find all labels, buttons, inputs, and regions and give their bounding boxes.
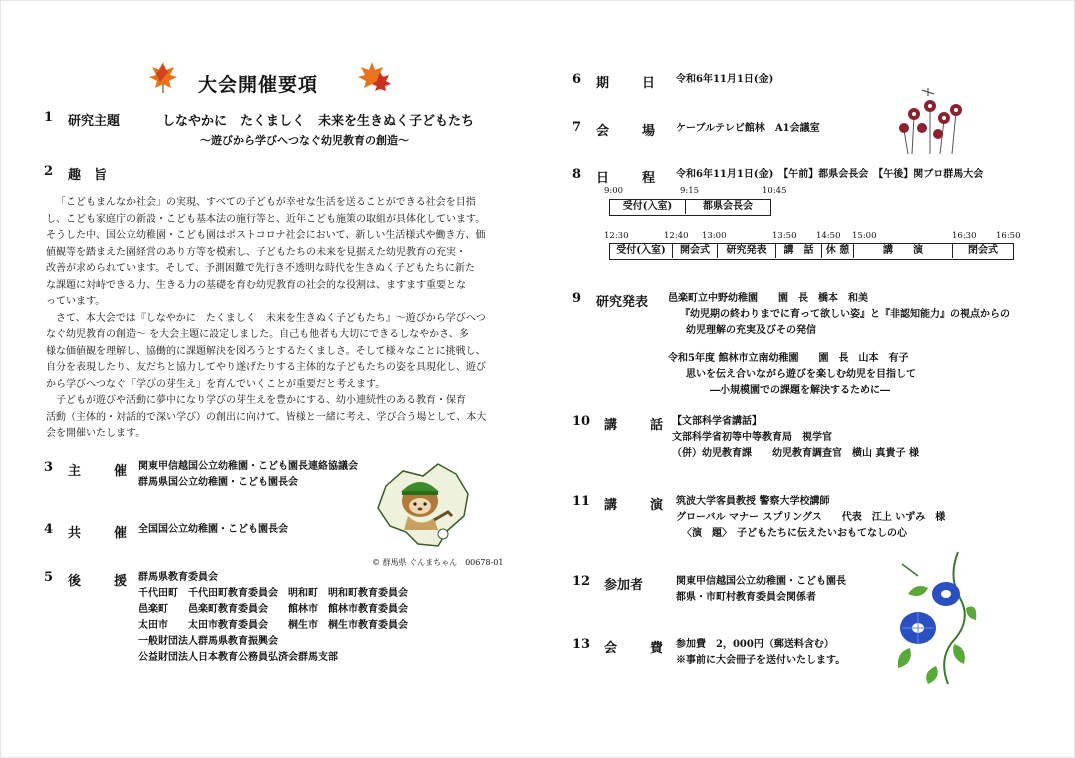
presentation-2-title: 思いを伝え合いながら遊びを楽しむ幼児を目指して bbox=[686, 369, 916, 380]
supporter-line: 太田市 太田市教育委員会 桐生市 桐生市教育委員会 bbox=[138, 620, 408, 631]
lecture-line: 筑波大学客員教授 警察大学校講師 bbox=[676, 496, 830, 507]
talk-line: （併）幼児教育課 幼児教育調査官 横山 真貴子 様 bbox=[672, 448, 919, 459]
purpose-line: 様な価値観を理解し、協働的に課題解決を図ろうとするたくましさ。そして様々なことに挑戦し、 bbox=[46, 345, 486, 357]
section-6-number: 6 bbox=[572, 72, 582, 87]
section-11-number: 11 bbox=[572, 494, 591, 509]
section-12-number: 12 bbox=[572, 574, 591, 589]
schedule-time: 9:15 bbox=[680, 186, 700, 196]
section-7-number: 7 bbox=[572, 120, 582, 135]
supporter-line: 一般財団法人群馬県教育振興会 bbox=[138, 636, 278, 647]
presentation-1-title: 幼児理解の充実及びその発信 bbox=[686, 325, 816, 336]
purpose-line: っています。 bbox=[46, 296, 106, 307]
schedule-cell: 休 憩 bbox=[822, 244, 854, 258]
fee-line: 参加費 2，000円（郵送料含む） bbox=[676, 639, 834, 650]
section-9-heading: 研究発表 bbox=[596, 295, 649, 310]
section-2-number: 2 bbox=[44, 164, 54, 179]
schedule-cell: 研究発表 bbox=[718, 244, 776, 258]
purpose-line: 「こどもまんなか社会」の実現、すべての子どもが幸せな生活を送ることができる社会を目指 bbox=[56, 197, 476, 208]
section-13-number: 13 bbox=[572, 637, 591, 652]
purpose-line: な課題に対峙できる力、生きる力の基礎を育む幼児教育の社会的な役割は、ますます重要とな bbox=[46, 279, 466, 291]
purpose-line: 活動（主体的・対話的で深い学び）の創出に向けて、皆様と一緒に考え、学び合う場として、本大 bbox=[46, 411, 487, 423]
section-12-heading: 参加者 bbox=[604, 578, 644, 593]
maple-leaf-icon bbox=[358, 60, 392, 94]
lecture-line: 〈演 題〉 子どもたちに伝えたいおもてなしの心 bbox=[682, 528, 907, 539]
schedule-time: 16:30 bbox=[952, 231, 977, 241]
schedule-time: 9:00 bbox=[604, 186, 624, 196]
purpose-line: さて、本大会では『しなやかに たくましく 未来を生きぬく子どもたち』～遊びから学びへつ bbox=[56, 312, 486, 324]
schedule-time: 10:45 bbox=[762, 186, 787, 196]
section-6-heading: 期 日 bbox=[596, 76, 666, 91]
schedule-time: 16:50 bbox=[996, 231, 1021, 241]
page-title: 大会開催要項 bbox=[198, 74, 319, 96]
section-9-number: 9 bbox=[572, 291, 582, 306]
co-host-line: 全国国公立幼稚園・こども園長会 bbox=[138, 524, 288, 535]
supporter-line: 公益財団法人日本教育公務員弘済会群馬支部 bbox=[138, 652, 338, 663]
section-4-heading: 共 催 bbox=[68, 526, 138, 541]
section-3-number: 3 bbox=[44, 460, 54, 475]
purpose-line: そうした中、国公立幼稚園・こども園はポストコロナ社会において、新しい生活様式や働き方、価 bbox=[46, 230, 486, 241]
section-8-number: 8 bbox=[572, 167, 582, 182]
talk-line: 文部科学省初等中等教育局 視学官 bbox=[672, 432, 832, 443]
section-13-heading: 会 費 bbox=[604, 641, 674, 656]
presentation-1-title: 『幼児期の終わりまでに育って欲しい姿』と『非認知能力』の視点からの bbox=[680, 309, 1010, 320]
event-date: 令和6年11月1日(金) bbox=[676, 74, 774, 85]
purpose-paragraph bbox=[46, 195, 516, 443]
section-10-heading: 講 話 bbox=[604, 418, 674, 433]
schedule-time: 12:40 bbox=[664, 231, 689, 241]
flower-illustration bbox=[892, 86, 972, 156]
section-1-number: 1 bbox=[44, 110, 54, 125]
purpose-line: し、こども家庭庁の新設・こども基本法の施行等と、近年こども施策の取組が具体化しています。 bbox=[46, 213, 486, 225]
am-schedule-bar bbox=[609, 199, 771, 216]
purpose-line: なぐ幼児教育の創造～ を大会主題に設定しました。自己も他者も大切にできるしなやかさ、多 bbox=[46, 329, 469, 340]
presenter-1: 邑楽町立中野幼稚園 園 長 橋本 和美 bbox=[668, 293, 868, 304]
schedule-summary: 令和6年11月1日(金) 【午前】都県会長会 【午後】関ブロ群馬大会 bbox=[676, 169, 984, 180]
schedule-cell: 受付(入室) bbox=[610, 244, 673, 258]
schedule-cell: 講 話 bbox=[776, 244, 822, 258]
schedule-cell: 受付(入室) bbox=[610, 200, 686, 214]
purpose-line: 改善が求められています。そして、予測困難で先行き不透明な時代を生きぬく子どもたちに新た bbox=[46, 263, 475, 274]
morning-glory-illustration bbox=[888, 548, 978, 688]
gunma-mascot-illustration bbox=[368, 446, 478, 556]
supporter-line: 邑楽町 邑楽町教育委員会 館林市 館林市教育委員会 bbox=[138, 604, 408, 615]
supporter-line: 千代田町 千代田町教育委員会 明和町 明和町教育委員会 bbox=[138, 588, 408, 599]
participants-line: 関東甲信越国公立幼稚園・こども園長 bbox=[676, 576, 846, 587]
theme-subtitle: ～遊びから学びへつなぐ幼児教育の創造～ bbox=[200, 134, 409, 147]
schedule-time: 13:00 bbox=[702, 231, 727, 241]
section-1-heading: 研究主題 bbox=[68, 114, 121, 129]
section-8-heading: 日 程 bbox=[596, 171, 666, 186]
section-5-heading: 後 援 bbox=[68, 574, 138, 589]
purpose-line: 会を開催いたします。 bbox=[46, 428, 146, 439]
section-7-heading: 会 場 bbox=[596, 124, 666, 139]
presentation-2-subtitle: ―小規模園での課題を解決するために― bbox=[710, 385, 890, 396]
mascot-caption: © 群馬県 ぐんまちゃん 00678-01 bbox=[372, 558, 504, 567]
organizer-line: 群馬県国公立幼稚園・こども園長会 bbox=[138, 477, 298, 488]
maple-leaf-icon bbox=[148, 60, 178, 94]
lecture-line: グローバル マナー スプリングス 代表 江上 いずみ 様 bbox=[676, 512, 946, 523]
purpose-line: 値観等を踏まえた園経営のあり方等を模索し、子どもたちの未来を見据えた幼児教育の充実・ bbox=[46, 246, 466, 258]
schedule-cell: 開会式 bbox=[673, 244, 718, 258]
supporter-line: 群馬県教育委員会 bbox=[138, 572, 218, 583]
talk-line: 【文部科学省講話】 bbox=[672, 416, 762, 427]
purpose-line: から学びへつなぐ「学びの芽生え」を育んでいくことが重要だと考えます。 bbox=[46, 378, 386, 390]
section-11-heading: 講 演 bbox=[604, 498, 674, 513]
purpose-line: 子どもが遊びや活動に夢中になり学びの芽生えを豊かにする、幼小連続性のある教育・保育 bbox=[56, 395, 466, 406]
schedule-time: 12:30 bbox=[604, 231, 629, 241]
schedule-time: 14:50 bbox=[816, 231, 841, 241]
participants-line: 都県・市町村教育委員会関係者 bbox=[676, 592, 816, 603]
organizer-line: 関東甲信越国公立幼稚園・こども園長連絡協議会 bbox=[138, 461, 358, 472]
section-4-number: 4 bbox=[44, 522, 54, 537]
purpose-line: 自分を表現したり、友だちと協力してやり遂げたりする主体的な子どもたちの姿を具現化し、遊び bbox=[46, 362, 486, 373]
section-5-number: 5 bbox=[44, 570, 54, 585]
pm-schedule-bar bbox=[609, 243, 1014, 260]
section-10-number: 10 bbox=[572, 414, 591, 429]
schedule-cell: 講 演 bbox=[854, 244, 953, 258]
schedule-time: 15:00 bbox=[852, 231, 877, 241]
schedule-cell: 閉会式 bbox=[968, 245, 998, 256]
section-2-heading: 趣 旨 bbox=[68, 168, 108, 183]
section-3-heading: 主 催 bbox=[68, 464, 138, 479]
schedule-time: 13:50 bbox=[772, 231, 797, 241]
theme-text: しなやかに たくましく 未来を生きぬく子どもたち bbox=[162, 114, 475, 129]
schedule-cell: 都県会長会 bbox=[703, 201, 753, 212]
venue-text: ケーブルテレビ館林 A1会議室 bbox=[676, 123, 820, 134]
presenter-2: 令和5年度 館林市立南幼稚園 園 長 山本 有子 bbox=[668, 353, 909, 364]
fee-note: ※事前に大会冊子を送付いたします。 bbox=[676, 655, 846, 666]
